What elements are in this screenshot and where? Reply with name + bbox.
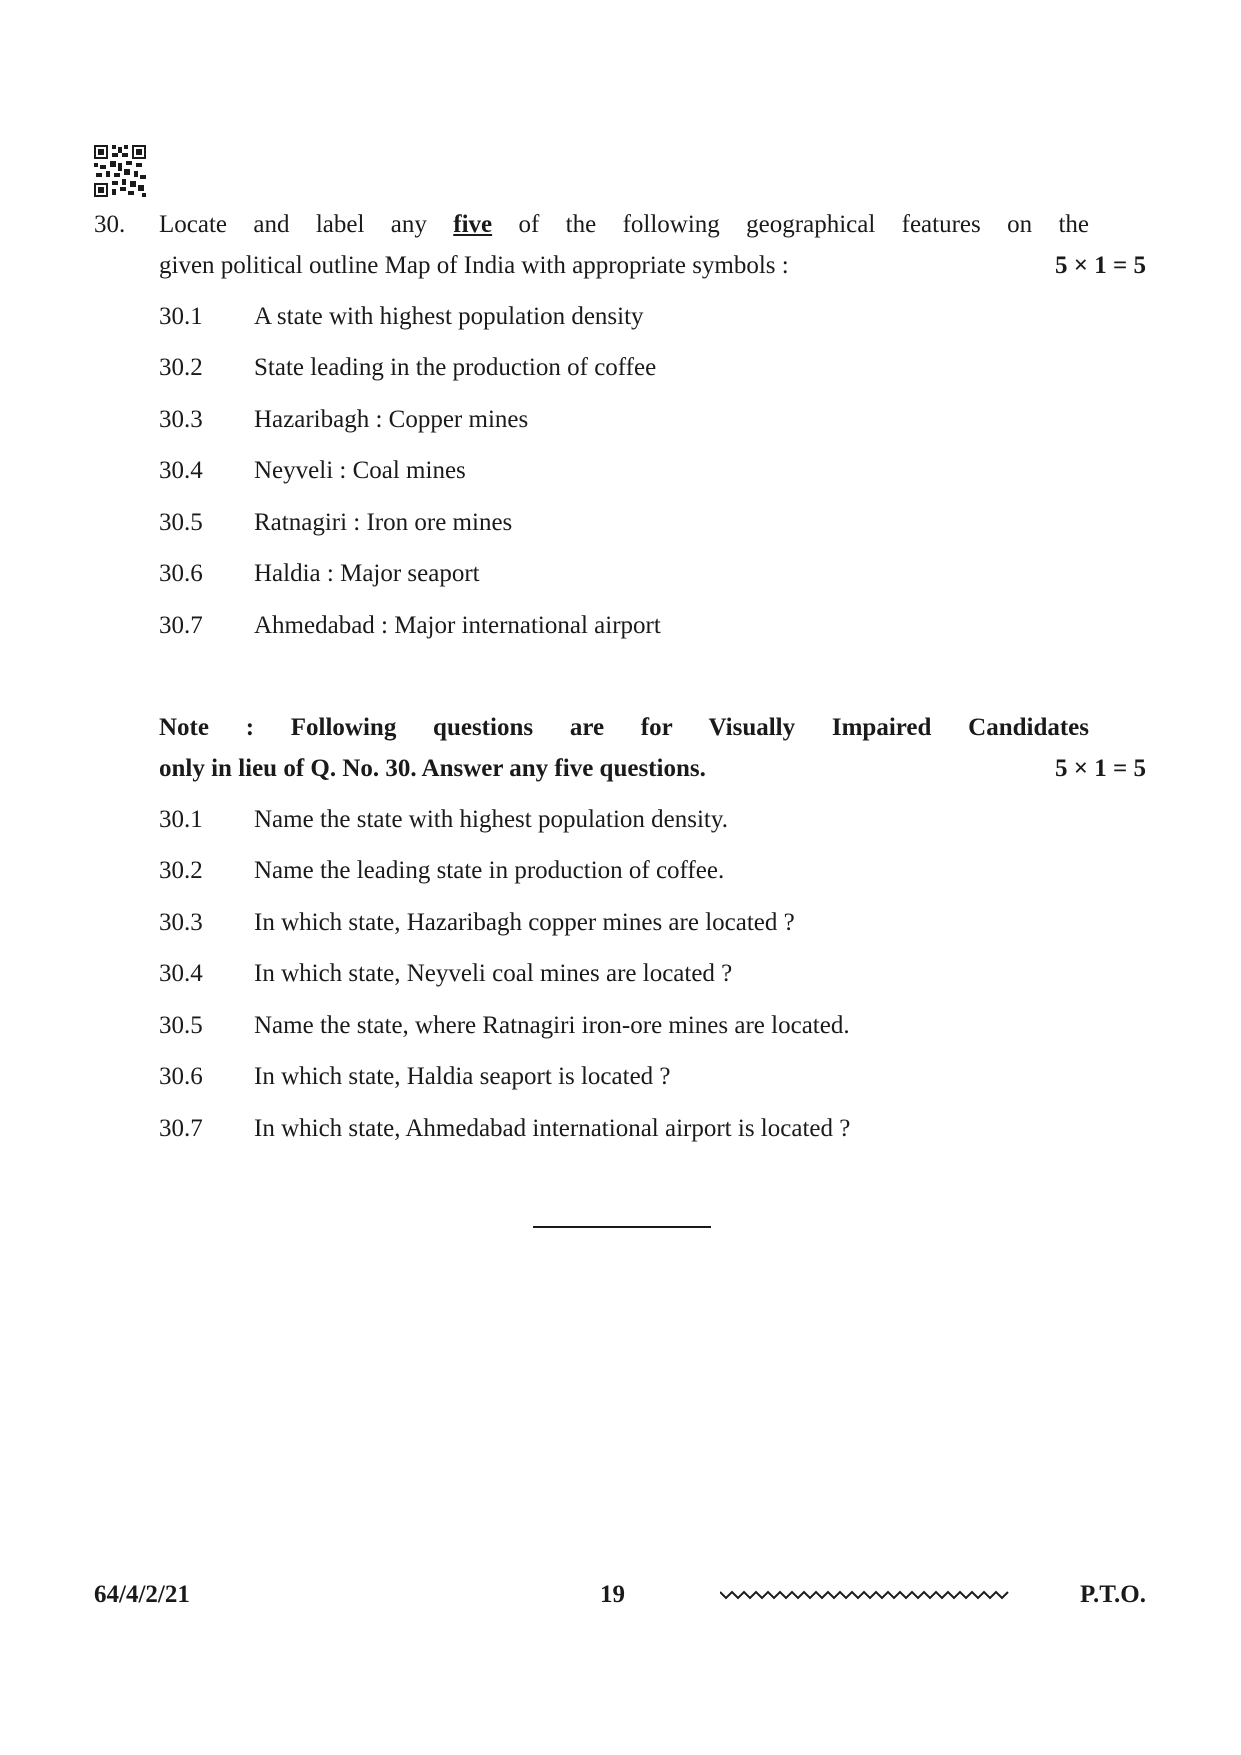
item-text: Hazaribagh : Copper mines [254,406,529,433]
note-line-1: Note : Following questions are for Visually Impaired Candidates [159,714,1089,741]
item-text: Haldia : Major seaport [254,560,480,587]
zigzag-line-icon [720,1584,1010,1604]
note-item-text: Name the leading state in production of coffee. [254,857,725,884]
note-item-text: In which state, Hazaribagh copper mines are located ? [254,909,795,936]
note-item-number: 30.1 [159,806,203,833]
item-text: A state with highest population density [254,303,644,330]
pto-label: P.T.O. [1080,1581,1146,1608]
note-item-number: 30.5 [159,1012,203,1039]
item-text: Neyveli : Coal mines [254,457,466,484]
question-line-1 [159,210,1089,240]
question-line-2: given political outline Map of India with appropriate symbols : [159,252,789,279]
note-item-text: In which state, Ahmedabad international airport is located ? [254,1115,851,1142]
note-item-number: 30.4 [159,960,203,987]
item-number: 30.3 [159,406,203,433]
item-number: 30.7 [159,612,203,639]
question-line-1-end: of the following geographical features on the [518,211,1090,238]
item-text: State leading in the production of coffee [254,354,657,381]
paper-code: 64/4/2/21 [94,1581,190,1608]
note-item-text: Name the state with highest population density. [254,806,728,833]
note-item-number: 30.3 [159,909,203,936]
note-marks: 5 × 1 = 5 [1055,755,1146,782]
note-item-text: In which state, Neyveli coal mines are located ? [254,960,733,987]
item-text: Ahmedabad : Major international airport [254,612,661,639]
question-line-1-start: Locate and label any [159,211,427,238]
item-number: 30.5 [159,509,203,536]
note-item-text: Name the state, where Ratnagiri iron-ore mines are located. [254,1012,850,1039]
note-item-number: 30.2 [159,857,203,884]
item-text: Ratnagiri : Iron ore mines [254,509,513,536]
question-number: 30. [94,211,126,238]
item-number: 30.1 [159,303,203,330]
qr-code-icon [94,145,146,197]
question-marks: 5 × 1 = 5 [1055,252,1146,279]
question-emphasis: five [453,211,493,238]
note-item-number: 30.7 [159,1115,203,1142]
note-line-2: only in lieu of Q. No. 30. Answer any five questions. [159,755,706,782]
item-number: 30.4 [159,457,203,484]
page-number: 19 [600,1581,625,1608]
item-number: 30.2 [159,354,203,381]
item-number: 30.6 [159,560,203,587]
section-end-rule [533,1226,711,1228]
note-item-text: In which state, Haldia seaport is located ? [254,1063,671,1090]
note-item-number: 30.6 [159,1063,203,1090]
